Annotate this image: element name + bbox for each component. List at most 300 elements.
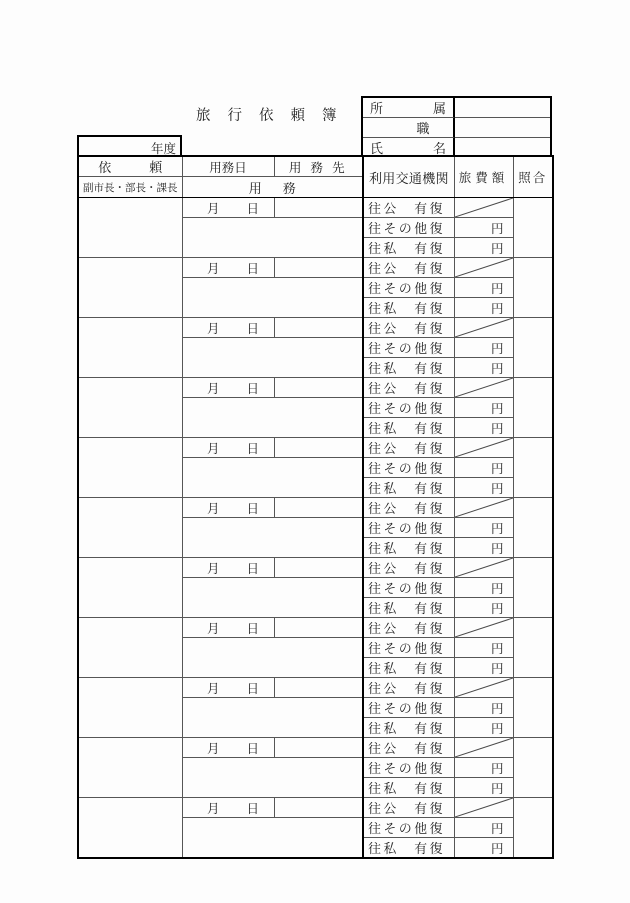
- check-header: 照合: [513, 156, 553, 198]
- month-label: 月: [206, 621, 220, 636]
- check-cell: [513, 438, 553, 498]
- transport-slot: 復: [429, 802, 443, 816]
- transport-slot: 復: [429, 722, 443, 736]
- duty-place-header: 用 務 先: [274, 156, 363, 177]
- yen-label: 円: [490, 721, 504, 736]
- duty-date-cell: [182, 498, 274, 518]
- transport-slot: 公: [383, 802, 397, 816]
- transport-slot: 公: [383, 202, 397, 216]
- day-label: 日: [246, 801, 260, 816]
- transport-slot: 復: [429, 522, 443, 536]
- transport-slot: 往: [368, 482, 381, 496]
- day-label: 日: [246, 321, 260, 336]
- transport-option-cell: [363, 558, 454, 578]
- transport-option-cell: [363, 378, 454, 398]
- transport-slot: 復: [429, 782, 443, 796]
- duty-place-cell: [274, 618, 363, 638]
- yen-label: 円: [490, 841, 504, 856]
- transport-slot: 私: [383, 542, 397, 556]
- transport-slot: 往: [368, 582, 381, 596]
- transport-slot: 公: [383, 622, 397, 636]
- transport-option-cell: [363, 658, 454, 678]
- transport-slot: 往: [368, 242, 381, 256]
- yen-label: 円: [490, 461, 504, 476]
- expense-cell: [454, 598, 513, 618]
- yen-label: 円: [490, 641, 504, 656]
- expense-diagonal-cell: [454, 438, 513, 458]
- transport-slot: 他: [414, 582, 428, 596]
- duty-date-cell: [182, 378, 274, 398]
- transport-slot: 往: [368, 262, 381, 276]
- day-label: 日: [246, 501, 260, 516]
- table-row: [78, 738, 553, 758]
- transport-slot: 復: [429, 322, 443, 336]
- expense-cell: [454, 218, 513, 238]
- table-row: [78, 438, 553, 458]
- month-label: 月: [206, 741, 220, 756]
- transport-slot: 復: [429, 202, 443, 216]
- month-label: 月: [206, 441, 220, 456]
- expense-cell: [454, 478, 513, 498]
- transport-slot: そ: [383, 462, 397, 476]
- transport-slot: 往: [368, 802, 381, 816]
- duty-cell: [182, 218, 363, 258]
- transport-slot: 往: [368, 602, 381, 616]
- transport-slot: 私: [383, 722, 397, 736]
- transport-slot: 公: [383, 442, 397, 456]
- expense-diagonal-cell: [454, 678, 513, 698]
- request-cell: [78, 198, 182, 258]
- request-approvers-label: 副市長・部長・課長: [78, 177, 182, 198]
- expense-header: 旅費額: [454, 156, 513, 198]
- check-cell: [513, 258, 553, 318]
- transport-slot: の: [398, 822, 412, 836]
- transport-option-cell: [363, 358, 454, 378]
- transport-slot: 他: [414, 222, 428, 236]
- duty-place-cell: [274, 798, 363, 818]
- expense-cell: [454, 758, 513, 778]
- expense-cell: [454, 458, 513, 478]
- month-label: 月: [206, 321, 220, 336]
- transport-slot: 他: [414, 402, 428, 416]
- transport-slot: 有: [414, 502, 428, 516]
- diagonal-line: [455, 438, 513, 457]
- expense-diagonal-cell: [454, 738, 513, 758]
- transport-slot: の: [398, 762, 412, 776]
- transport-slot: 復: [429, 482, 443, 496]
- duty-cell: [182, 698, 363, 738]
- transport-slot: 往: [368, 202, 381, 216]
- check-cell: [513, 618, 553, 678]
- day-label: 日: [246, 201, 260, 216]
- transport-slot: 公: [383, 742, 397, 756]
- transport-slot: 公: [383, 382, 397, 396]
- diagonal-line: [455, 678, 513, 697]
- affiliation-value: [455, 98, 550, 118]
- transport-slot: 有: [414, 622, 428, 636]
- table-row: [78, 498, 553, 518]
- transport-slot: 復: [429, 702, 443, 716]
- table-header: [78, 156, 553, 198]
- transport-slot: 復: [429, 822, 443, 836]
- expense-diagonal-cell: [454, 618, 513, 638]
- transport-slot: 往: [368, 502, 381, 516]
- table-row: [78, 198, 553, 218]
- transport-slot: 有: [414, 362, 428, 376]
- diagonal-line: [455, 378, 513, 397]
- transport-option-cell: [363, 198, 454, 218]
- transport-slot: 往: [368, 542, 381, 556]
- transport-slot: 往: [368, 422, 381, 436]
- transport-option-cell: [363, 758, 454, 778]
- transport-slot: 復: [429, 302, 443, 316]
- duty-date-cell: [182, 798, 274, 818]
- yen-label: 円: [490, 661, 504, 676]
- transport-slot: そ: [383, 822, 397, 836]
- day-label: 日: [246, 261, 260, 276]
- diagonal-line: [455, 738, 513, 757]
- transport-option-cell: [363, 618, 454, 638]
- transport-slot: 公: [383, 562, 397, 576]
- expense-cell: [454, 578, 513, 598]
- duty-cell: [182, 278, 363, 318]
- duty-place-cell: [274, 738, 363, 758]
- duty-date-cell: [182, 678, 274, 698]
- yen-label: 円: [490, 401, 504, 416]
- expense-cell: [454, 358, 513, 378]
- transport-slot: 私: [383, 482, 397, 496]
- transport-slot: 往: [368, 702, 381, 716]
- transport-slot: 私: [383, 242, 397, 256]
- request-cell: [78, 618, 182, 678]
- transport-slot: 往: [368, 462, 381, 476]
- transport-slot: そ: [383, 762, 397, 776]
- transport-option-cell: [363, 338, 454, 358]
- transport-slot: 復: [429, 462, 443, 476]
- table-row: [78, 798, 553, 818]
- transport-slot: の: [398, 642, 412, 656]
- transport-slot: 復: [429, 762, 443, 776]
- transport-option-cell: [363, 438, 454, 458]
- request-cell: [78, 678, 182, 738]
- transport-slot: 復: [429, 582, 443, 596]
- table-row: [78, 558, 553, 578]
- transport-option-cell: [363, 458, 454, 478]
- yen-label: 円: [490, 481, 504, 496]
- transport-slot: そ: [383, 522, 397, 536]
- transport-option-cell: [363, 838, 454, 859]
- check-cell: [513, 738, 553, 798]
- transport-option-cell: [363, 238, 454, 258]
- yen-label: 円: [490, 701, 504, 716]
- transport-slot: 公: [383, 502, 397, 516]
- expense-cell: [454, 238, 513, 258]
- duty-place-cell: [274, 378, 363, 398]
- duty-date-cell: [182, 618, 274, 638]
- expense-diagonal-cell: [454, 378, 513, 398]
- expense-diagonal-cell: [454, 558, 513, 578]
- transport-slot: の: [398, 342, 412, 356]
- transport-option-cell: [363, 298, 454, 318]
- transport-slot: 復: [429, 602, 443, 616]
- day-label: 日: [246, 681, 260, 696]
- expense-cell: [454, 778, 513, 798]
- transport-slot: 往: [368, 402, 381, 416]
- transport-option-cell: [363, 398, 454, 418]
- expense-cell: [454, 518, 513, 538]
- duty-place-cell: [274, 318, 363, 338]
- table-row: [78, 258, 553, 278]
- transport-option-cell: [363, 518, 454, 538]
- fiscal-year-label: 年度: [150, 142, 176, 156]
- fiscal-year-box: [77, 135, 182, 155]
- transport-slot: 有: [414, 802, 428, 816]
- month-label: 月: [206, 201, 220, 216]
- duty-place-cell: [274, 258, 363, 278]
- transport-option-cell: [363, 818, 454, 838]
- transport-slot: 他: [414, 342, 428, 356]
- request-cell: [78, 558, 182, 618]
- transport-slot: の: [398, 402, 412, 416]
- day-label: 日: [246, 561, 260, 576]
- transport-slot: 往: [368, 362, 381, 376]
- transport-slot: 復: [429, 642, 443, 656]
- expense-cell: [454, 538, 513, 558]
- table-body: [78, 198, 553, 859]
- transport-slot: そ: [383, 702, 397, 716]
- duty-place-cell: [274, 438, 363, 458]
- personal-info-box: [361, 96, 552, 155]
- transport-slot: 往: [368, 342, 381, 356]
- transport-slot: 他: [414, 642, 428, 656]
- transport-slot: 公: [383, 262, 397, 276]
- transport-slot: 有: [414, 202, 428, 216]
- duty-place-cell: [274, 198, 363, 218]
- request-table: [77, 155, 554, 859]
- transport-slot: 有: [414, 562, 428, 576]
- yen-label: 円: [490, 761, 504, 776]
- transport-slot: 有: [414, 602, 428, 616]
- expense-cell: [454, 278, 513, 298]
- duty-date-cell: [182, 198, 274, 218]
- request-cell: [78, 318, 182, 378]
- transport-slot: 有: [414, 382, 428, 396]
- transport-option-cell: [363, 578, 454, 598]
- check-cell: [513, 498, 553, 558]
- table-row: [78, 378, 553, 398]
- request-cell: [78, 438, 182, 498]
- yen-label: 円: [490, 421, 504, 436]
- transport-slot: 往: [368, 282, 381, 296]
- duty-cell: [182, 818, 363, 859]
- transport-slot: 復: [429, 282, 443, 296]
- transport-option-cell: [363, 598, 454, 618]
- transport-slot: 有: [414, 662, 428, 676]
- transport-slot: の: [398, 702, 412, 716]
- transport-slot: 私: [383, 362, 397, 376]
- transport-slot: の: [398, 462, 412, 476]
- transport-option-cell: [363, 258, 454, 278]
- transport-slot: 他: [414, 822, 428, 836]
- transport-slot: そ: [383, 402, 397, 416]
- expense-cell: [454, 838, 513, 859]
- diagonal-line: [455, 198, 513, 217]
- diagonal-line: [455, 498, 513, 517]
- transport-slot: 復: [429, 442, 443, 456]
- duty-cell: [182, 338, 363, 378]
- yen-label: 円: [490, 241, 504, 256]
- expense-diagonal-cell: [454, 318, 513, 338]
- duty-cell: [182, 758, 363, 798]
- name-label: 氏 名: [363, 138, 455, 157]
- transport-option-cell: [363, 798, 454, 818]
- transport-slot: の: [398, 582, 412, 596]
- yen-label: 円: [490, 581, 504, 596]
- transport-slot: 復: [429, 622, 443, 636]
- transport-slot: 公: [383, 682, 397, 696]
- transport-slot: 私: [383, 662, 397, 676]
- transport-slot: 有: [414, 842, 428, 856]
- transport-slot: 有: [414, 542, 428, 556]
- check-cell: [513, 798, 553, 859]
- transport-slot: そ: [383, 342, 397, 356]
- day-label: 日: [246, 741, 260, 756]
- transport-option-cell: [363, 538, 454, 558]
- transport-slot: 有: [414, 422, 428, 436]
- transport-slot: そ: [383, 642, 397, 656]
- transport-slot: 復: [429, 682, 443, 696]
- transport-slot: 復: [429, 842, 443, 856]
- request-cell: [78, 738, 182, 798]
- transport-option-cell: [363, 218, 454, 238]
- expense-diagonal-cell: [454, 798, 513, 818]
- check-cell: [513, 558, 553, 618]
- yen-label: 円: [490, 521, 504, 536]
- request-header: 依 頼: [78, 156, 182, 177]
- transport-option-cell: [363, 318, 454, 338]
- transport-slot: そ: [383, 282, 397, 296]
- transport-slot: 公: [383, 322, 397, 336]
- yen-label: 円: [490, 281, 504, 296]
- transport-slot: 有: [414, 302, 428, 316]
- yen-label: 円: [490, 361, 504, 376]
- transport-slot: の: [398, 222, 412, 236]
- transport-slot: 往: [368, 722, 381, 736]
- duty-date-cell: [182, 558, 274, 578]
- transport-option-cell: [363, 678, 454, 698]
- yen-label: 円: [490, 781, 504, 796]
- month-label: 月: [206, 381, 220, 396]
- transport-slot: 有: [414, 782, 428, 796]
- transport-slot: 復: [429, 382, 443, 396]
- affiliation-label: 所 属: [363, 98, 455, 118]
- transport-slot: 他: [414, 702, 428, 716]
- position-label: 職: [363, 118, 455, 138]
- position-value: [455, 118, 550, 138]
- expense-cell: [454, 638, 513, 658]
- transport-option-cell: [363, 478, 454, 498]
- duty-place-cell: [274, 678, 363, 698]
- transport-slot: 復: [429, 422, 443, 436]
- month-label: 月: [206, 501, 220, 516]
- transport-option-cell: [363, 778, 454, 798]
- transport-slot: 復: [429, 542, 443, 556]
- transport-option-cell: [363, 698, 454, 718]
- transport-slot: 復: [429, 262, 443, 276]
- transport-slot: 他: [414, 462, 428, 476]
- day-label: 日: [246, 621, 260, 636]
- transport-slot: 私: [383, 842, 397, 856]
- transport-option-cell: [363, 278, 454, 298]
- transport-slot: 往: [368, 382, 381, 396]
- transport-slot: 復: [429, 362, 443, 376]
- expense-cell: [454, 818, 513, 838]
- transport-slot: 有: [414, 242, 428, 256]
- duty-place-cell: [274, 498, 363, 518]
- transport-slot: 往: [368, 522, 381, 536]
- request-cell: [78, 258, 182, 318]
- duty-cell: [182, 578, 363, 618]
- diagonal-line: [455, 258, 513, 277]
- duty-cell: [182, 398, 363, 438]
- diagonal-line: [455, 618, 513, 637]
- transport-slot: 往: [368, 642, 381, 656]
- transport-slot: の: [398, 522, 412, 536]
- expense-diagonal-cell: [454, 498, 513, 518]
- transport-slot: 往: [368, 222, 381, 236]
- duty-cell: [182, 638, 363, 678]
- transport-slot: 有: [414, 482, 428, 496]
- duty-header: 用 務: [182, 177, 363, 198]
- duty-date-header: 用務日: [182, 156, 274, 177]
- yen-label: 円: [490, 601, 504, 616]
- expense-cell: [454, 658, 513, 678]
- transport-slot: 復: [429, 662, 443, 676]
- transport-option-cell: [363, 638, 454, 658]
- duty-date-cell: [182, 318, 274, 338]
- transport-slot: そ: [383, 222, 397, 236]
- request-cell: [78, 798, 182, 859]
- transport-slot: 往: [368, 322, 381, 336]
- duty-date-cell: [182, 738, 274, 758]
- transport-slot: 有: [414, 682, 428, 696]
- expense-cell: [454, 418, 513, 438]
- day-label: 日: [246, 441, 260, 456]
- transport-slot: 復: [429, 402, 443, 416]
- request-cell: [78, 378, 182, 438]
- check-cell: [513, 678, 553, 738]
- transport-header: 利 用 交 通 機 関: [363, 156, 454, 198]
- transport-slot: 有: [414, 262, 428, 276]
- transport-slot: 往: [368, 682, 381, 696]
- yen-label: 円: [490, 301, 504, 316]
- transport-option-cell: [363, 418, 454, 438]
- transport-slot: 往: [368, 622, 381, 636]
- transport-slot: 往: [368, 782, 381, 796]
- table-row: [78, 318, 553, 338]
- diagonal-line: [455, 318, 513, 337]
- day-label: 日: [246, 381, 260, 396]
- diagonal-line: [455, 558, 513, 577]
- transport-slot: 他: [414, 762, 428, 776]
- duty-cell: [182, 458, 363, 498]
- transport-slot: 往: [368, 562, 381, 576]
- duty-place-cell: [274, 558, 363, 578]
- expense-cell: [454, 698, 513, 718]
- table-row: [78, 618, 553, 638]
- transport-slot: 復: [429, 222, 443, 236]
- expense-diagonal-cell: [454, 198, 513, 218]
